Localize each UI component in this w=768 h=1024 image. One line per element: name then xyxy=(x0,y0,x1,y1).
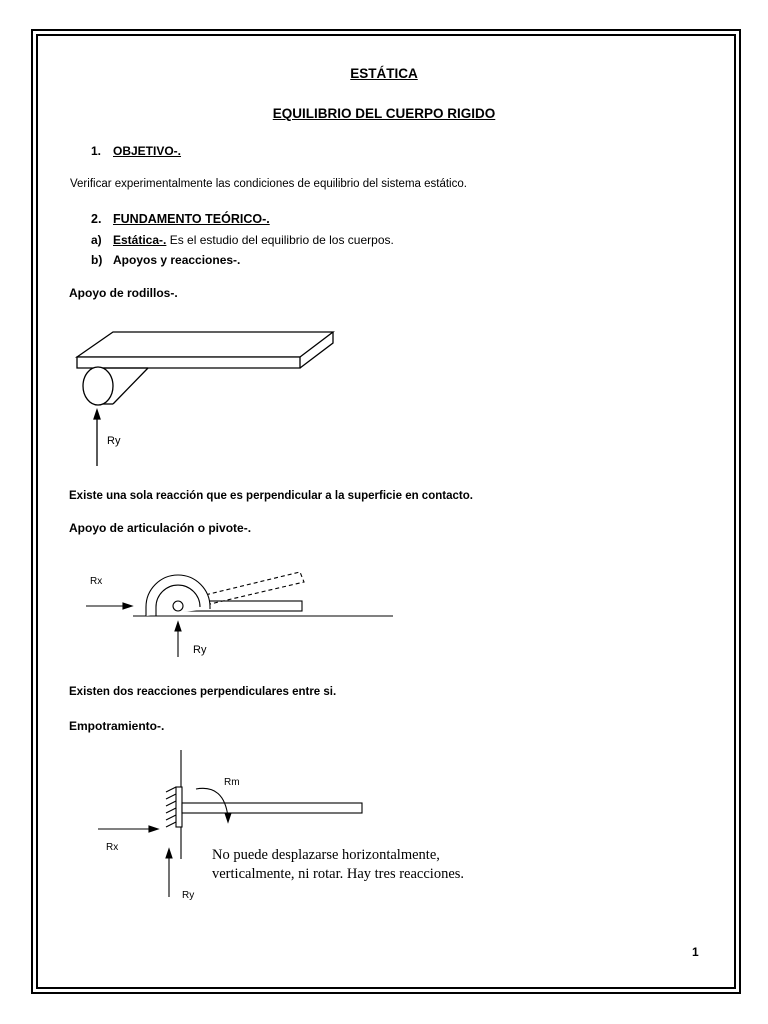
pivot-label-ry: Ry xyxy=(193,644,207,656)
item-a-term: Estática-. xyxy=(113,233,167,247)
fixed-note-line1: No puede desplazarse horizontalmente, xyxy=(212,847,440,863)
item-b-marker: b) xyxy=(91,253,103,267)
section-2-number: 2. xyxy=(91,212,102,226)
item-a-text: Es el estudio del equilibrio de los cuerpos. xyxy=(166,233,394,247)
page-subtitle: EQUILIBRIO DEL CUERPO RIGIDO xyxy=(272,106,496,121)
pivot-support-diagram xyxy=(86,572,393,657)
fixed-heading: Empotramiento-. xyxy=(69,719,165,733)
section-2-heading: FUNDAMENTO TEÓRICO-. xyxy=(113,212,270,226)
section-1-body: Verificar experimentalmente las condiciones de equilibrio del sistema estático. xyxy=(70,178,467,190)
fixed-label-rx: Rx xyxy=(106,842,119,853)
fixed-label-rm: Rm xyxy=(224,777,240,788)
fixed-note-line2: verticalmente, ni rotar. Hay tres reacciones. xyxy=(212,866,465,882)
page-title: ESTÁTICA xyxy=(350,66,418,81)
section-1-heading: OBJETIVO-. xyxy=(113,144,182,158)
fixed-label-ry: Ry xyxy=(182,890,195,901)
pivot-label-rx: Rx xyxy=(90,576,103,587)
page-number: 1 xyxy=(692,945,699,959)
pivot-caption: Existen dos reacciones perpendiculares entre si. xyxy=(69,686,337,698)
rollers-heading: Apoyo de rodillos-. xyxy=(69,286,178,300)
pivot-heading: Apoyo de articulación o pivote-. xyxy=(69,521,252,535)
section-1-number: 1. xyxy=(91,144,102,158)
item-a-marker: a) xyxy=(91,233,102,247)
rollers-label-ry: Ry xyxy=(107,435,121,447)
item-b-text: Apoyos y reacciones-. xyxy=(113,253,241,267)
rollers-caption: Existe una sola reacción que es perpendicular a la superficie en contacto. xyxy=(69,490,473,502)
